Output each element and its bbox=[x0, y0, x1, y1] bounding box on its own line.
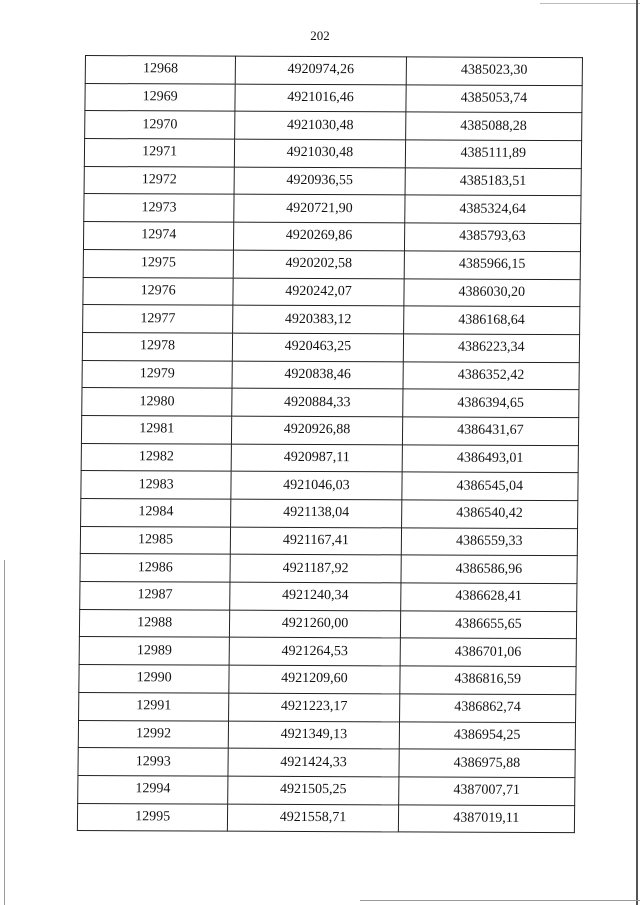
y-coordinate-cell: 4386394,65 bbox=[402, 389, 579, 417]
table-row bbox=[83, 277, 580, 307]
y-coordinate-cell: 4386223,34 bbox=[403, 334, 580, 362]
page-number: 202 bbox=[310, 28, 330, 43]
y-coordinate-cell: 4385088,28 bbox=[405, 112, 582, 140]
point-number-cell: 12979 bbox=[82, 360, 233, 388]
point-number-cell: 12988 bbox=[79, 609, 230, 637]
x-coordinate-cell: 4920721,90 bbox=[234, 195, 405, 223]
y-coordinate-cell: 4385111,89 bbox=[405, 140, 582, 168]
x-coordinate-cell: 4921260,00 bbox=[230, 610, 401, 638]
y-coordinate-cell: 4386545,04 bbox=[402, 472, 579, 500]
y-coordinate-cell: 4386493,01 bbox=[402, 445, 579, 473]
table-row bbox=[85, 56, 582, 86]
table-row bbox=[84, 166, 581, 196]
table-row bbox=[80, 554, 577, 584]
x-coordinate-cell: 4920242,07 bbox=[233, 278, 404, 306]
y-coordinate-cell: 4385023,30 bbox=[406, 57, 583, 85]
point-number-cell: 12975 bbox=[83, 249, 234, 277]
point-number-cell: 12968 bbox=[85, 56, 236, 84]
x-coordinate-cell: 4921264,53 bbox=[229, 638, 400, 666]
table-row bbox=[81, 415, 578, 445]
table-row bbox=[79, 692, 576, 722]
point-number-cell: 12989 bbox=[79, 637, 230, 665]
point-number-cell: 12982 bbox=[81, 443, 232, 471]
point-number-cell: 12994 bbox=[78, 775, 229, 803]
point-number-cell: 12986 bbox=[80, 554, 231, 582]
table-row bbox=[80, 526, 577, 556]
table-row bbox=[79, 609, 576, 639]
y-coordinate-cell: 4385793,63 bbox=[404, 223, 581, 251]
x-coordinate-cell: 4921030,48 bbox=[235, 139, 406, 167]
point-number-cell: 12977 bbox=[83, 305, 234, 333]
table-row bbox=[84, 194, 581, 224]
y-coordinate-cell: 4386168,64 bbox=[403, 306, 580, 334]
y-coordinate-cell: 4386431,67 bbox=[402, 417, 579, 445]
y-coordinate-cell: 4386586,96 bbox=[401, 555, 578, 583]
x-coordinate-cell: 4921558,71 bbox=[228, 804, 399, 832]
table-row bbox=[83, 222, 580, 252]
x-coordinate-cell: 4921240,34 bbox=[230, 582, 401, 610]
table-row bbox=[82, 332, 579, 362]
point-number-cell: 12973 bbox=[84, 194, 235, 222]
y-coordinate-cell: 4386352,42 bbox=[403, 361, 580, 389]
y-coordinate-cell: 4386030,20 bbox=[404, 278, 581, 306]
point-number-cell: 12984 bbox=[81, 498, 232, 526]
x-coordinate-cell: 4920463,25 bbox=[233, 333, 404, 361]
point-number-cell: 12992 bbox=[78, 720, 229, 748]
point-number-cell: 12978 bbox=[82, 332, 233, 360]
x-coordinate-cell: 4921016,46 bbox=[235, 84, 406, 112]
scan-edge-left bbox=[4, 560, 5, 905]
y-coordinate-cell: 4385966,15 bbox=[404, 251, 581, 279]
table-row bbox=[82, 360, 579, 390]
table-row bbox=[77, 803, 574, 833]
table-row bbox=[81, 471, 578, 501]
y-coordinate-cell: 4386701,06 bbox=[400, 638, 577, 666]
x-coordinate-cell: 4920987,11 bbox=[231, 444, 402, 472]
x-coordinate-cell: 4921046,03 bbox=[231, 471, 402, 499]
table-row bbox=[82, 388, 579, 418]
x-coordinate-cell: 4920269,86 bbox=[234, 222, 405, 250]
table-row bbox=[83, 249, 580, 279]
x-coordinate-cell: 4921209,60 bbox=[229, 665, 400, 693]
x-coordinate-cell: 4921167,41 bbox=[231, 527, 402, 555]
scan-edge-top bbox=[540, 3, 640, 4]
y-coordinate-cell: 4385053,74 bbox=[406, 85, 583, 113]
table-row bbox=[84, 139, 581, 169]
table-row bbox=[81, 498, 578, 528]
coordinates-table-body bbox=[77, 56, 582, 833]
x-coordinate-cell: 4920838,46 bbox=[232, 361, 403, 389]
table-row bbox=[79, 637, 576, 667]
y-coordinate-cell: 4386862,74 bbox=[399, 694, 576, 722]
y-coordinate-cell: 4387019,11 bbox=[398, 804, 575, 832]
x-coordinate-cell: 4921349,13 bbox=[229, 721, 400, 749]
point-number-cell: 12993 bbox=[78, 748, 229, 776]
table-row bbox=[85, 111, 582, 141]
table-row bbox=[79, 665, 576, 695]
y-coordinate-cell: 4386954,25 bbox=[399, 721, 576, 749]
y-coordinate-cell: 4386975,88 bbox=[399, 749, 576, 777]
x-coordinate-cell: 4921187,92 bbox=[230, 555, 401, 583]
scan-edge-bottom bbox=[360, 900, 640, 901]
table-row bbox=[80, 582, 577, 612]
y-coordinate-cell: 4386655,65 bbox=[400, 611, 577, 639]
point-number-cell: 12991 bbox=[79, 692, 230, 720]
table-row bbox=[78, 720, 575, 750]
point-number-cell: 12972 bbox=[84, 166, 235, 194]
x-coordinate-cell: 4921505,25 bbox=[228, 776, 399, 804]
point-number-cell: 12983 bbox=[81, 471, 232, 499]
table-row bbox=[78, 775, 575, 805]
point-number-cell: 12970 bbox=[85, 111, 236, 139]
x-coordinate-cell: 4920884,33 bbox=[232, 388, 403, 416]
x-coordinate-cell: 4920936,55 bbox=[234, 167, 405, 195]
table-row bbox=[78, 748, 575, 778]
point-number-cell: 12995 bbox=[77, 803, 228, 831]
x-coordinate-cell: 4920926,88 bbox=[232, 416, 403, 444]
point-number-cell: 12981 bbox=[81, 415, 232, 443]
point-number-cell: 12985 bbox=[80, 526, 231, 554]
y-coordinate-cell: 4387007,71 bbox=[398, 777, 575, 805]
x-coordinate-cell: 4921030,48 bbox=[235, 112, 406, 140]
x-coordinate-cell: 4921138,04 bbox=[231, 499, 402, 527]
point-number-cell: 12971 bbox=[84, 139, 235, 167]
y-coordinate-cell: 4385324,64 bbox=[404, 195, 581, 223]
point-number-cell: 12976 bbox=[83, 277, 234, 305]
point-number-cell: 12980 bbox=[82, 388, 233, 416]
coordinates-table bbox=[77, 55, 583, 833]
y-coordinate-cell: 4386559,33 bbox=[401, 528, 578, 556]
point-number-cell: 12974 bbox=[83, 222, 234, 250]
y-coordinate-cell: 4386540,42 bbox=[401, 500, 578, 528]
y-coordinate-cell: 4386628,41 bbox=[400, 583, 577, 611]
scan-edge-right bbox=[636, 0, 638, 905]
table-row bbox=[83, 305, 580, 335]
x-coordinate-cell: 4920202,58 bbox=[233, 250, 404, 278]
point-number-cell: 12969 bbox=[85, 83, 236, 111]
y-coordinate-cell: 4385183,51 bbox=[405, 168, 582, 196]
x-coordinate-cell: 4920383,12 bbox=[233, 305, 404, 333]
x-coordinate-cell: 4921424,33 bbox=[228, 748, 399, 776]
table-row bbox=[85, 83, 582, 113]
x-coordinate-cell: 4921223,17 bbox=[229, 693, 400, 721]
table-row bbox=[81, 443, 578, 473]
point-number-cell: 12987 bbox=[80, 582, 231, 610]
x-coordinate-cell: 4920974,26 bbox=[235, 56, 406, 84]
point-number-cell: 12990 bbox=[79, 665, 230, 693]
y-coordinate-cell: 4386816,59 bbox=[399, 666, 576, 694]
